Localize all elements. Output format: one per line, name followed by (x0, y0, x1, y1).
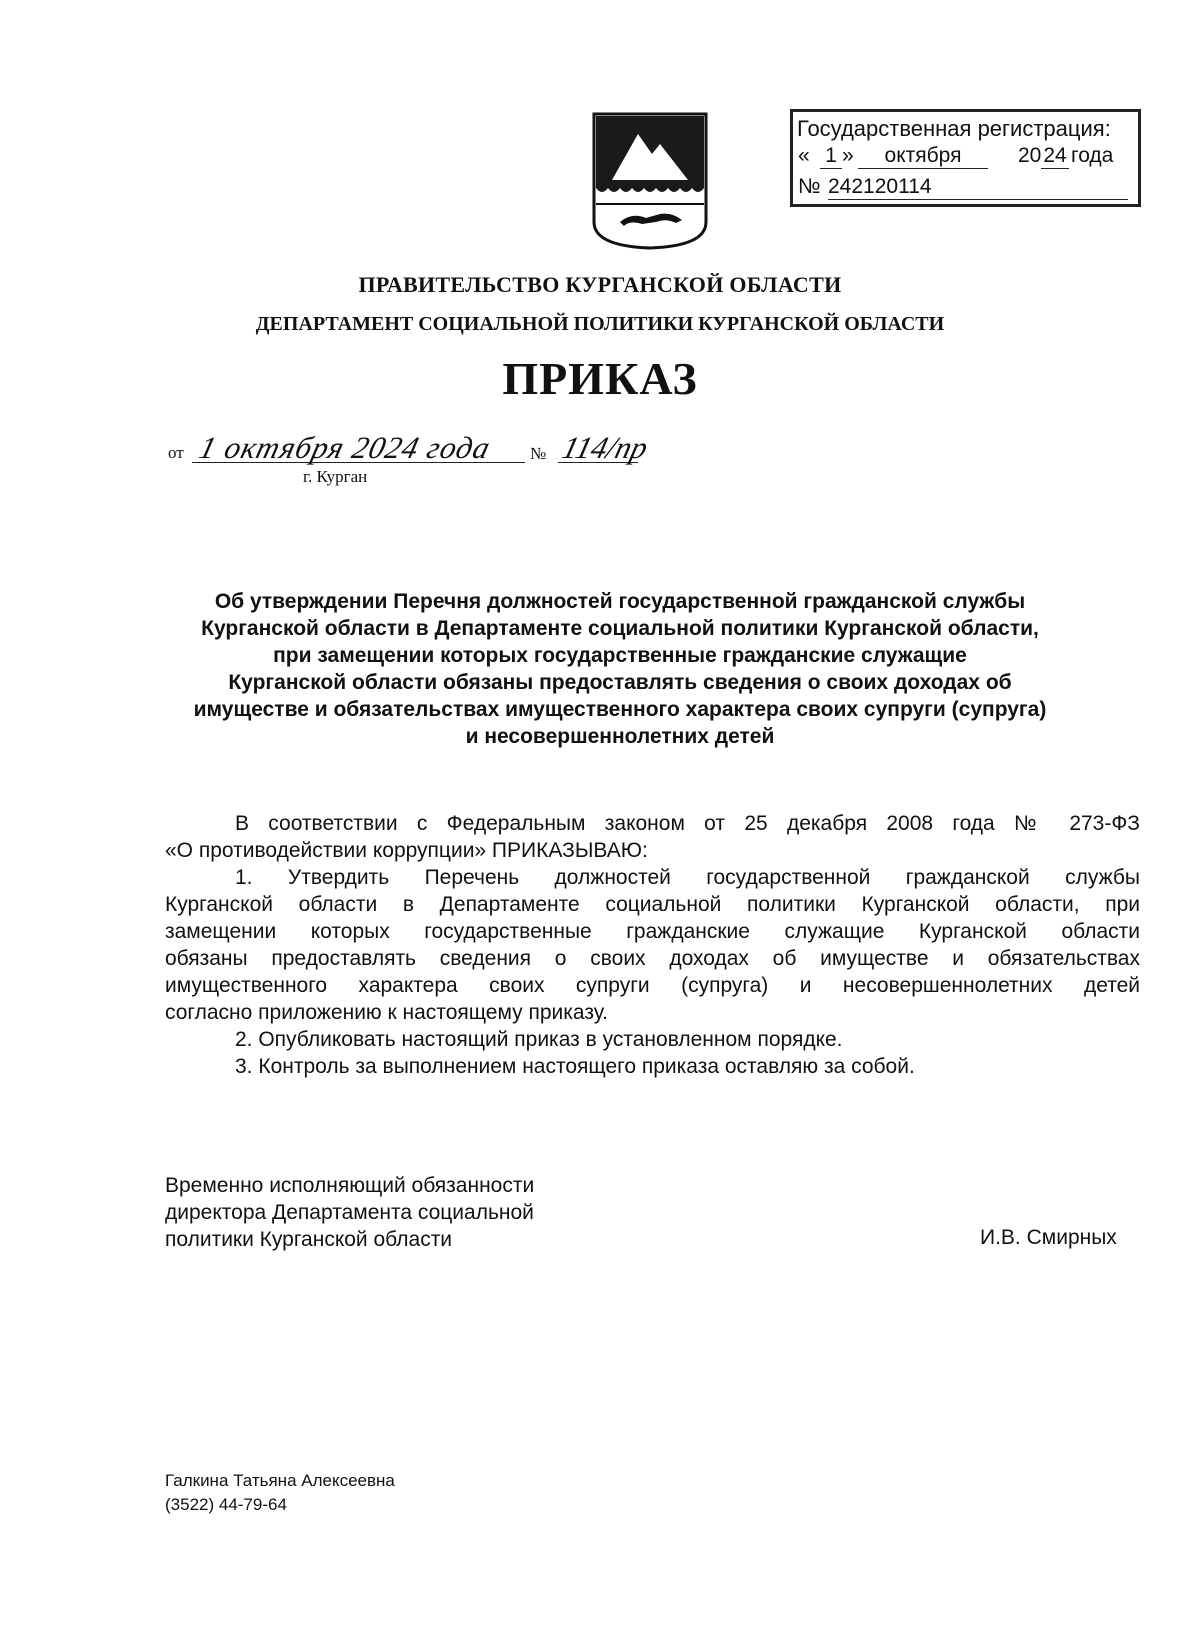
preamble-line: «О противодействии коррупции» ПРИКАЗЫВАЮ: (165, 839, 648, 862)
item-1-line: имущественного характера своих супруги (супруга) и несовершеннолетних детей (165, 974, 1140, 997)
department-title: ДЕПАРТАМЕНТ СОЦИАЛЬНОЙ ПОЛИТИКИ КУРГАНСКОЙ ОБЛАСТИ (255, 313, 945, 335)
signatory-position (165, 1172, 534, 1253)
registration-day: 1 (820, 144, 842, 169)
registration-year-suffix: 24 (1041, 144, 1069, 169)
registration-quote-close: » (842, 144, 854, 167)
subject-line: имуществе и обязательствах имущественного характера своих супруги (супруга) (193, 698, 1047, 721)
performer-name: Галкина Татьяна Алексеевна (165, 1471, 395, 1490)
order-number-label: № (530, 444, 547, 463)
order-number-handwritten: 114/пр (558, 430, 652, 465)
registration-number-label: № (798, 175, 821, 198)
signatory-name: И.В. Смирных (980, 1226, 1117, 1249)
performer-phone: (3522) 44-79-64 (165, 1495, 287, 1514)
registration-quote-open: « (798, 144, 810, 167)
subject-line: Об утверждении Перечня должностей государственной гражданской службы (214, 590, 1026, 613)
document-type-title: ПРИКАЗ (502, 353, 698, 404)
registration-year-word: года (1071, 144, 1114, 167)
signatory-position-line: Временно исполняющий обязанности (165, 1174, 535, 1197)
registration-year-prefix: 20 (1018, 144, 1042, 167)
preamble-line: В соответствии с Федеральным законом от 25 декабря 2008 года № 273-ФЗ (235, 812, 1140, 835)
city-label: г. Курган (303, 467, 368, 486)
registration-number: 242120114 (828, 175, 1128, 200)
subject-line: Курганской области в Департаменте социальной политики Курганской области, (201, 617, 1039, 640)
subject-line: и несовершеннолетних детей (465, 725, 775, 748)
signatory-position-line: директора Департамента социальной (165, 1201, 534, 1224)
registration-title: Государственная регистрация: (797, 116, 1111, 141)
item-1-line: Курганской области в Департаменте социальной политики Курганской области, при (165, 893, 1140, 916)
item-1-line: замещении которых государственные гражданские служащие Курганской области (165, 920, 1140, 943)
subject-line: при замещении которых государственные гражданские служащие (273, 644, 967, 667)
item-1-line: обязаны предоставлять сведения о своих доходах об имуществе и обязательствах (165, 947, 1140, 970)
government-title: ПРАВИТЕЛЬСТВО КУРГАНСКОЙ ОБЛАСТИ (358, 272, 842, 297)
item-1-line: согласно приложению к настоящему приказу. (165, 1001, 608, 1024)
registration-month: октября (858, 144, 988, 169)
coat-of-arms-icon (590, 110, 710, 250)
order-date-handwritten: 1 октября 2024 года (195, 430, 495, 465)
performer-block (165, 1469, 395, 1517)
signatory-position-line: политики Курганской области (165, 1228, 453, 1251)
date-prefix: от (168, 443, 184, 462)
item-1-line: 1. Утвердить Перечень должностей государственной гражданской службы (235, 866, 1140, 889)
item-2: 2. Опубликовать настоящий приказ в установленном порядке. (235, 1028, 843, 1051)
order-subject (150, 588, 1090, 750)
item-3: 3. Контроль за выполнением настоящего приказа оставляю за собой. (235, 1055, 915, 1078)
subject-line: Курганской области обязаны предоставлять сведения о своих доходах об (228, 671, 1012, 694)
